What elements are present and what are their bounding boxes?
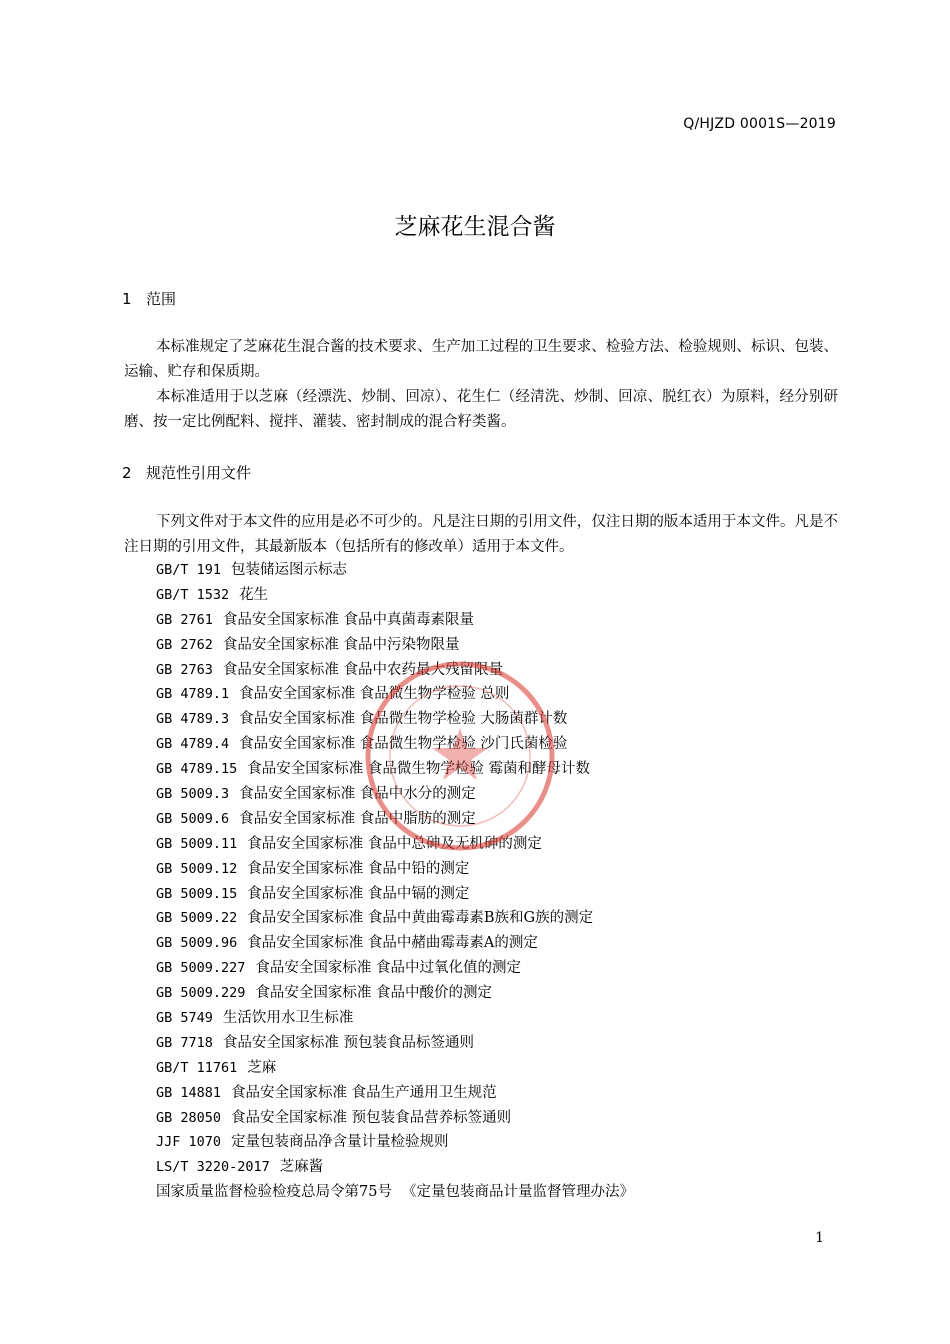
reference-item <box>156 558 634 583</box>
reference-title: 食品安全国家标准 预包装食品营养标签通则 <box>231 1109 512 1126</box>
reference-item <box>156 1155 634 1180</box>
reference-code: GB 7718 <box>156 1034 213 1051</box>
reference-code: GB 5009.11 <box>156 835 238 852</box>
reference-item <box>156 1056 634 1081</box>
reference-title: 食品安全国家标准 预包装食品标签通则 <box>222 1034 475 1051</box>
reference-code: GB 5009.227 <box>156 960 246 977</box>
reference-title: 食品安全国家标准 食品中过氧化值的测定 <box>255 960 522 977</box>
reference-title: 食品安全国家标准 食品中酸价的测定 <box>255 985 493 1002</box>
section-2-paragraph-1: 下列文件对于本文件的应用是必不可少的。凡是注日期的引用文件，仅注日期的版本适用于本文件。凡是不注日期的引用文件，其最新版本（包括所有的修改单）适用于本文件。 <box>124 514 838 555</box>
reference-code: GB 5009.3 <box>156 786 230 803</box>
reference-item <box>156 608 634 633</box>
reference-title: 食品安全国家标准 食品微生物学检验 霉菌和酵母计数 <box>247 761 590 778</box>
reference-item <box>156 956 634 981</box>
reference-title: 食品安全国家标准 食品中真菌毒素限量 <box>222 611 475 628</box>
reference-code: GB 5009.12 <box>156 860 238 877</box>
reference-title: 食品安全国家标准 食品中镉的测定 <box>247 885 470 902</box>
reference-title: 花生 <box>239 586 269 603</box>
section-number: 2 <box>122 464 132 482</box>
reference-title: 定量包装商品净含量计量检验规则 <box>231 1134 449 1151</box>
reference-title: 食品安全国家标准 食品中总砷及无机砷的测定 <box>247 835 542 852</box>
reference-code: GB 5009.229 <box>156 985 246 1002</box>
reference-title: 食品安全国家标准 食品中污染物限量 <box>222 636 460 653</box>
reference-title: 包装储运图示标志 <box>231 562 348 578</box>
reference-title: 食品安全国家标准 食品中水分的测定 <box>239 786 476 803</box>
reference-title: 芝麻 <box>247 1059 277 1076</box>
reference-title: 《定量包装商品计量监督管理办法》 <box>401 1184 634 1201</box>
reference-code: JJF 1070 <box>156 1134 222 1151</box>
reference-title: 食品安全国家标准 食品微生物学检验 总则 <box>239 686 510 703</box>
section-number: 1 <box>122 290 132 308</box>
reference-code: GB 4789.3 <box>156 711 230 728</box>
standard-code: Q/HJZD 0001S—2019 <box>683 116 836 132</box>
reference-item <box>156 1081 634 1106</box>
reference-item <box>156 882 634 907</box>
seal-star-icon <box>432 728 488 780</box>
reference-title: 食品安全国家标准 食品中农药最大残留限量 <box>222 661 504 678</box>
reference-title: 食品安全国家标准 食品生产通用卫生规范 <box>231 1084 497 1101</box>
reference-code: GB 14881 <box>156 1084 222 1101</box>
reference-code: GB 2762 <box>156 636 213 653</box>
section-1-paragraph-2: 本标准适用于以芝麻（经漂洗、炒制、回凉）、花生仁（经清洗、炒制、回凉、脱红衣）为原料，经分别研磨、按一定比例配料、搅拌、灌装、密封制成的混合籽类酱。 <box>124 389 838 430</box>
reference-title: 食品安全国家标准 食品中黄曲霉毒素B族和G族的测定 <box>247 910 594 927</box>
reference-code: GB 4789.15 <box>156 761 238 778</box>
reference-title: 食品安全国家标准 食品微生物学检验 大肠菌群计数 <box>239 711 568 728</box>
reference-item <box>156 1006 634 1031</box>
reference-item <box>156 981 634 1006</box>
reference-item <box>156 906 634 931</box>
section-1-heading <box>122 288 176 309</box>
reference-item <box>156 1180 634 1205</box>
reference-title: 食品安全国家标准 食品中铅的测定 <box>247 860 470 877</box>
reference-title: 食品安全国家标准 食品微生物学检验 沙门氏菌检验 <box>239 736 568 753</box>
reference-code: GB 5749 <box>156 1010 213 1027</box>
reference-item <box>156 931 634 956</box>
reference-item <box>156 1031 634 1056</box>
company-seal-stamp <box>360 656 560 856</box>
reference-code: GB 2763 <box>156 661 213 678</box>
reference-item <box>156 1106 634 1131</box>
reference-code: GB 4789.1 <box>156 686 230 703</box>
reference-title: 食品安全国家标准 食品中赭曲霉毒素A的测定 <box>247 935 538 952</box>
reference-item <box>156 583 634 608</box>
reference-code: GB 5009.15 <box>156 885 238 902</box>
section-title: 范围 <box>146 290 177 308</box>
reference-code: GB/T 11761 <box>156 1059 238 1076</box>
section-2-heading <box>122 462 251 483</box>
page-number: 1 <box>815 1230 824 1246</box>
reference-code: GB 2761 <box>156 611 213 628</box>
reference-item <box>156 633 634 658</box>
reference-code: GB 5009.96 <box>156 935 238 952</box>
reference-title: 生活饮用水卫生标准 <box>222 1010 354 1027</box>
reference-code: GB 5009.6 <box>156 810 230 827</box>
reference-code: LS/T 3220-2017 <box>156 1159 270 1176</box>
reference-code: 国家质量监督检验检疫总局令第75号 <box>156 1184 392 1201</box>
reference-title: 芝麻酱 <box>279 1159 324 1176</box>
reference-code: GB 28050 <box>156 1109 222 1126</box>
document-title: 芝麻花生混合酱 <box>394 214 556 240</box>
reference-code: GB 5009.22 <box>156 910 238 927</box>
reference-item <box>156 857 634 882</box>
section-title: 规范性引用文件 <box>146 464 252 482</box>
reference-item <box>156 1130 634 1155</box>
reference-code: GB/T 191 <box>156 562 222 578</box>
section-1-paragraph-1: 本标准规定了芝麻花生混合酱的技术要求、生产加工过程的卫生要求、检验方法、检验规则、标识、包装、运输、贮存和保质期。 <box>124 339 838 380</box>
reference-code: GB/T 1532 <box>156 586 230 603</box>
reference-code: GB 4789.4 <box>156 736 230 753</box>
reference-title: 食品安全国家标准 食品中脂肪的测定 <box>239 810 476 827</box>
